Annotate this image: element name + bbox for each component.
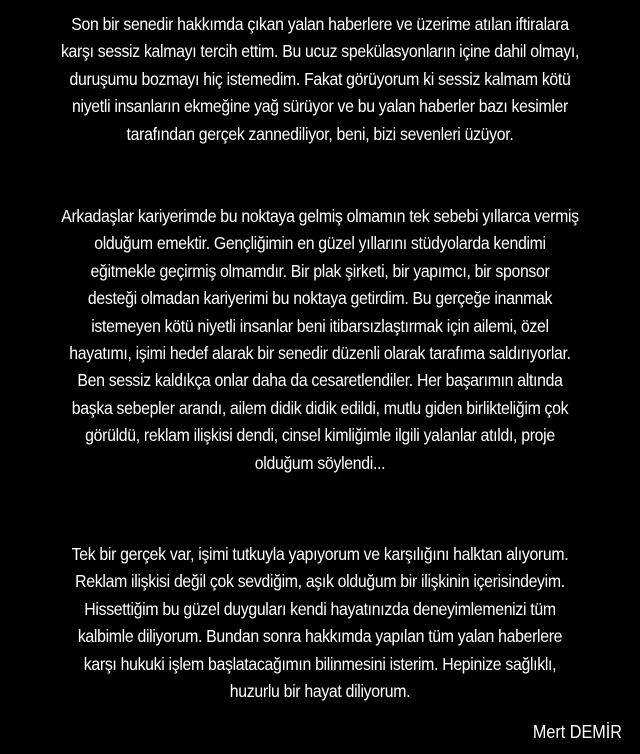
paragraph-line: huzurlu bir hayat diliyorum. <box>229 681 411 702</box>
paragraph-line: eğitmekle geçirmiş olmamdır. Bir plak şirketi, bir yapımcı, bir sponsor <box>90 260 550 281</box>
paragraph-line: olduğum emektir. Gençliğimin en güzel yıllarını stüdyolarda kendimi <box>94 233 546 254</box>
paragraph-line: görüldü, reklam ilişkisi dendi, cinsel kimliğimle ilgili yalanlar atıldı, proje <box>85 425 555 446</box>
paragraph-line: başka sebepler arandı, ailem didik didik edildi, mutlu giden birlikteliğim çok <box>71 397 569 418</box>
paragraph-line: karşı sessiz kalmayı tercih ettim. Bu ucuz spekülasyonların içine dahil olmayı, <box>60 41 580 62</box>
paragraph-line: Hissettiğim bu güzel duyguları kendi hayatınızda deneyimlemenizi tüm <box>84 598 556 619</box>
paragraph-line: Reklam ilişkisi değil çok sevdiğim, aşık olduğum bir ilişkinin içerisindeyim. <box>75 571 565 592</box>
statement-paragraph-3 <box>6 541 634 705</box>
paragraph-line: istemeyen kötü niyetli insanlar beni itibarsızlaştırmak için ailemi, özel <box>91 315 549 336</box>
paragraph-line: desteği olmadan kariyerimi bu noktaya getirdim. Bu gerçeğe inanmak <box>87 288 553 309</box>
paragraph-line: tarafından gerçek zannediliyor, beni, bizi sevenleri üzüyor. <box>126 123 514 144</box>
paragraph-line: hayatımı, işimi hedef alarak bir senedir düzenli olarak tarafıma saldırıyorlar. <box>69 343 571 364</box>
paragraph-line: duruşumu bozmayı hiç istemedim. Fakat görüyorum ki sessiz kalmam kötü <box>69 68 571 89</box>
paragraph-line: karşı hukuki işlem başlatacağımın bilinmesini isterim. Hepinize sağlıklı, <box>83 653 557 674</box>
paragraph-line: niyetli insanların ekmeğine yağ sürüyor ve bu yalan haberler bazı kesimler <box>72 96 568 117</box>
paragraph-line: Tek bir gerçek var, işimi tutkuyla yapıyorum ve karşılığını halktan alıyorum. <box>71 544 569 564</box>
statement-paragraph-2 <box>6 203 634 477</box>
statement-paragraph-1 <box>6 11 634 148</box>
paragraph-line: Arkadaşlar kariyerimde bu noktaya gelmiş olmamın tek sebebi yıllarca vermiş <box>61 206 579 226</box>
signature: Mert DEMİR <box>532 722 622 742</box>
paragraph-line: Ben sessiz kaldıkça onlar daha da cesaretlendiler. Her başarımın altında <box>77 370 563 391</box>
paragraph-line: Son bir senedir hakkımda çıkan yalan haberlere ve üzerime atılan iftiralara <box>71 14 569 34</box>
paragraph-line: olduğum söylendi... <box>254 452 386 473</box>
paragraph-line: kalbimle diliyorum. Bundan sonra hakkımda yapılan tüm yalan haberlere <box>77 626 563 647</box>
